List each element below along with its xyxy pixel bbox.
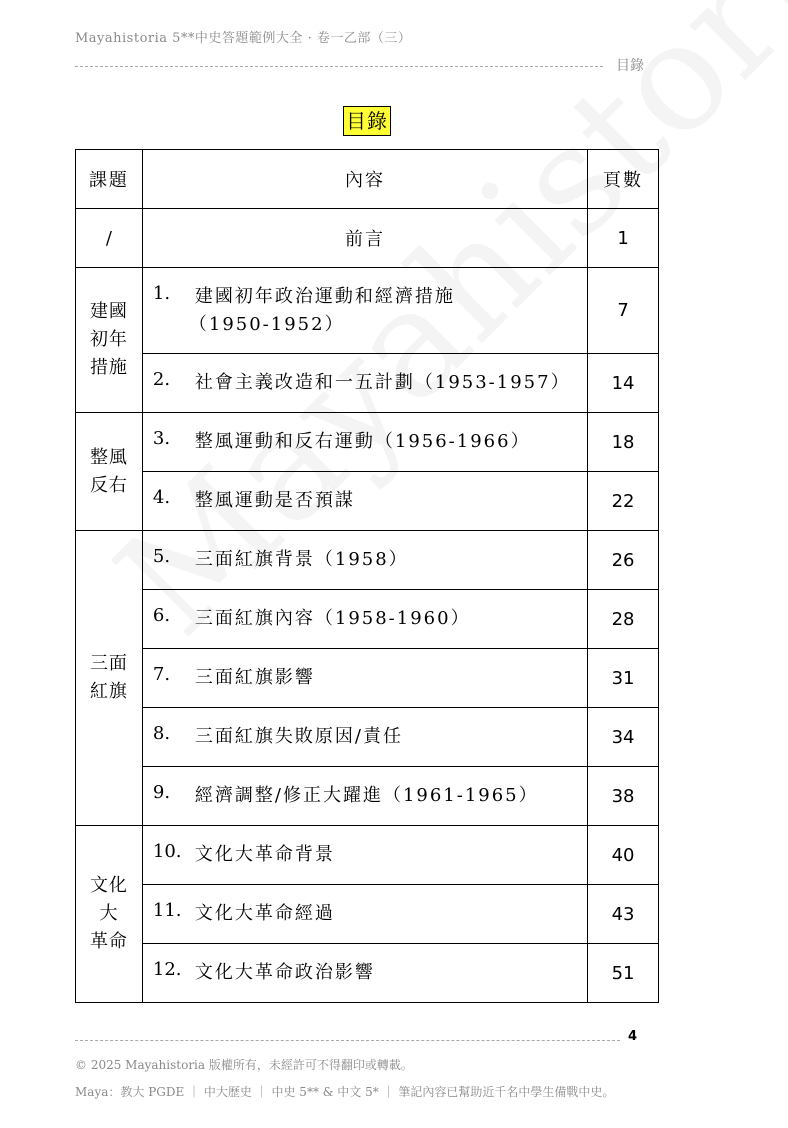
- intro-content[interactable]: 前言: [142, 209, 587, 268]
- intro-topic: /: [76, 209, 143, 268]
- table-row: [76, 209, 659, 268]
- topic-cell: [76, 531, 143, 826]
- col-header-page: 頁數: [588, 150, 659, 209]
- header-title: Mayahistoria 5**中史答題範例大全 · 卷一乙部（三）: [75, 31, 412, 46]
- toc-heading: 目錄: [343, 106, 391, 136]
- toc-entry[interactable]: [142, 944, 587, 1003]
- entry-title: 整風運動和反右運動（1956-1966）: [194, 431, 531, 452]
- entry-title: 三面紅旗內容（1958-1960）: [194, 608, 471, 629]
- entry-title: 三面紅旗背景（1958）: [194, 549, 409, 570]
- table-row: [76, 826, 659, 885]
- toc-entry[interactable]: [142, 354, 587, 413]
- entry-page: 14: [588, 354, 659, 413]
- toc-entry[interactable]: [142, 826, 587, 885]
- topic-cell: [76, 413, 143, 531]
- table-row: [76, 885, 659, 944]
- topic-line: 建國: [89, 301, 128, 322]
- entry-number: 11.: [152, 900, 182, 921]
- topic-line: 反右: [89, 474, 128, 496]
- topic-line: 整風: [89, 446, 128, 468]
- table-row: [76, 268, 659, 354]
- topic-line: 革命: [89, 931, 128, 952]
- entry-title: 社會主義改造和一五計劃（1953-1957）: [194, 372, 571, 393]
- entry-page: 43: [588, 885, 659, 944]
- table-row: [76, 472, 659, 531]
- entry-number: 6.: [152, 605, 171, 626]
- entry-number: 9.: [152, 782, 171, 803]
- topic-line: 初年: [89, 329, 128, 350]
- table-row: [76, 767, 659, 826]
- entry-number: 8.: [152, 723, 171, 744]
- toc-table: [75, 149, 659, 1003]
- toc-entry[interactable]: [142, 885, 587, 944]
- entry-page: 18: [588, 413, 659, 472]
- topic-cell: [76, 826, 143, 1003]
- entry-number: 12.: [152, 959, 182, 980]
- entry-title: 文化大革命經過: [194, 903, 335, 924]
- table-row: [76, 413, 659, 472]
- entry-number: 5.: [152, 546, 171, 567]
- author-credits: Maya：教大 PGDE ｜ 中大歷史 ｜ 中史 5** & 中文 5* ｜ 筆記內容已幫助近千名中學生備戰中史。: [75, 1085, 615, 1099]
- topic-line: 文化: [89, 875, 128, 896]
- entry-page: 31: [588, 649, 659, 708]
- entry-number: 10.: [152, 841, 182, 862]
- entry-title: 三面紅旗影響: [194, 667, 315, 688]
- table-row: [76, 649, 659, 708]
- toc-entry[interactable]: [142, 472, 587, 531]
- entry-title-cont: （1950-1952）: [188, 313, 345, 335]
- entry-title: 三面紅旗失敗原因/責任: [194, 726, 403, 747]
- entry-page: 26: [588, 531, 659, 590]
- footer-divider: [75, 1040, 620, 1041]
- topic-line: 大: [99, 903, 119, 924]
- toc-entry[interactable]: [142, 268, 587, 354]
- entry-page: 28: [588, 590, 659, 649]
- entry-page: 51: [588, 944, 659, 1003]
- entry-page: 7: [588, 268, 659, 354]
- col-header-content: 內容: [142, 150, 587, 209]
- toc-entry[interactable]: [142, 590, 587, 649]
- page-number: 4: [628, 1029, 638, 1044]
- toc-entry[interactable]: [142, 531, 587, 590]
- entry-page: 22: [588, 472, 659, 531]
- toc-entry[interactable]: [142, 413, 587, 472]
- entry-title: 整風運動是否預謀: [194, 490, 355, 511]
- entry-title: 文化大革命背景: [194, 844, 335, 865]
- entry-page: 40: [588, 826, 659, 885]
- entry-number: 2.: [152, 369, 171, 390]
- entry-number: 3.: [152, 428, 171, 449]
- copyright-notice: © 2025 Mayahistoria 版權所有，未經許可不得翻印或轉載。: [75, 1058, 413, 1072]
- topic-line: 紅旗: [89, 681, 128, 702]
- toc-entry[interactable]: [142, 767, 587, 826]
- entry-number: 4.: [152, 487, 171, 508]
- entry-title: 經濟調整/修正大躍進（1961-1965）: [194, 785, 539, 806]
- header-divider: [75, 66, 603, 67]
- table-header-row: [76, 150, 659, 209]
- toc-entry[interactable]: [142, 649, 587, 708]
- table-row: [76, 708, 659, 767]
- entry-number: 7.: [152, 664, 171, 685]
- table-row: [76, 531, 659, 590]
- toc-entry[interactable]: [142, 708, 587, 767]
- entry-page: 34: [588, 708, 659, 767]
- header-section-label: 目錄: [616, 58, 644, 74]
- col-header-topic: 課題: [76, 150, 143, 209]
- topic-line: 措施: [89, 357, 128, 378]
- entry-title: 建國初年政治運動和經濟措施: [194, 285, 455, 307]
- entry-number: 1.: [152, 282, 171, 304]
- topic-line: 三面: [89, 653, 128, 674]
- table-row: [76, 944, 659, 1003]
- table-row: [76, 590, 659, 649]
- entry-title: 文化大革命政治影響: [194, 962, 375, 983]
- table-row: [76, 354, 659, 413]
- intro-page: 1: [588, 209, 659, 268]
- topic-cell: [76, 268, 143, 413]
- entry-page: 38: [588, 767, 659, 826]
